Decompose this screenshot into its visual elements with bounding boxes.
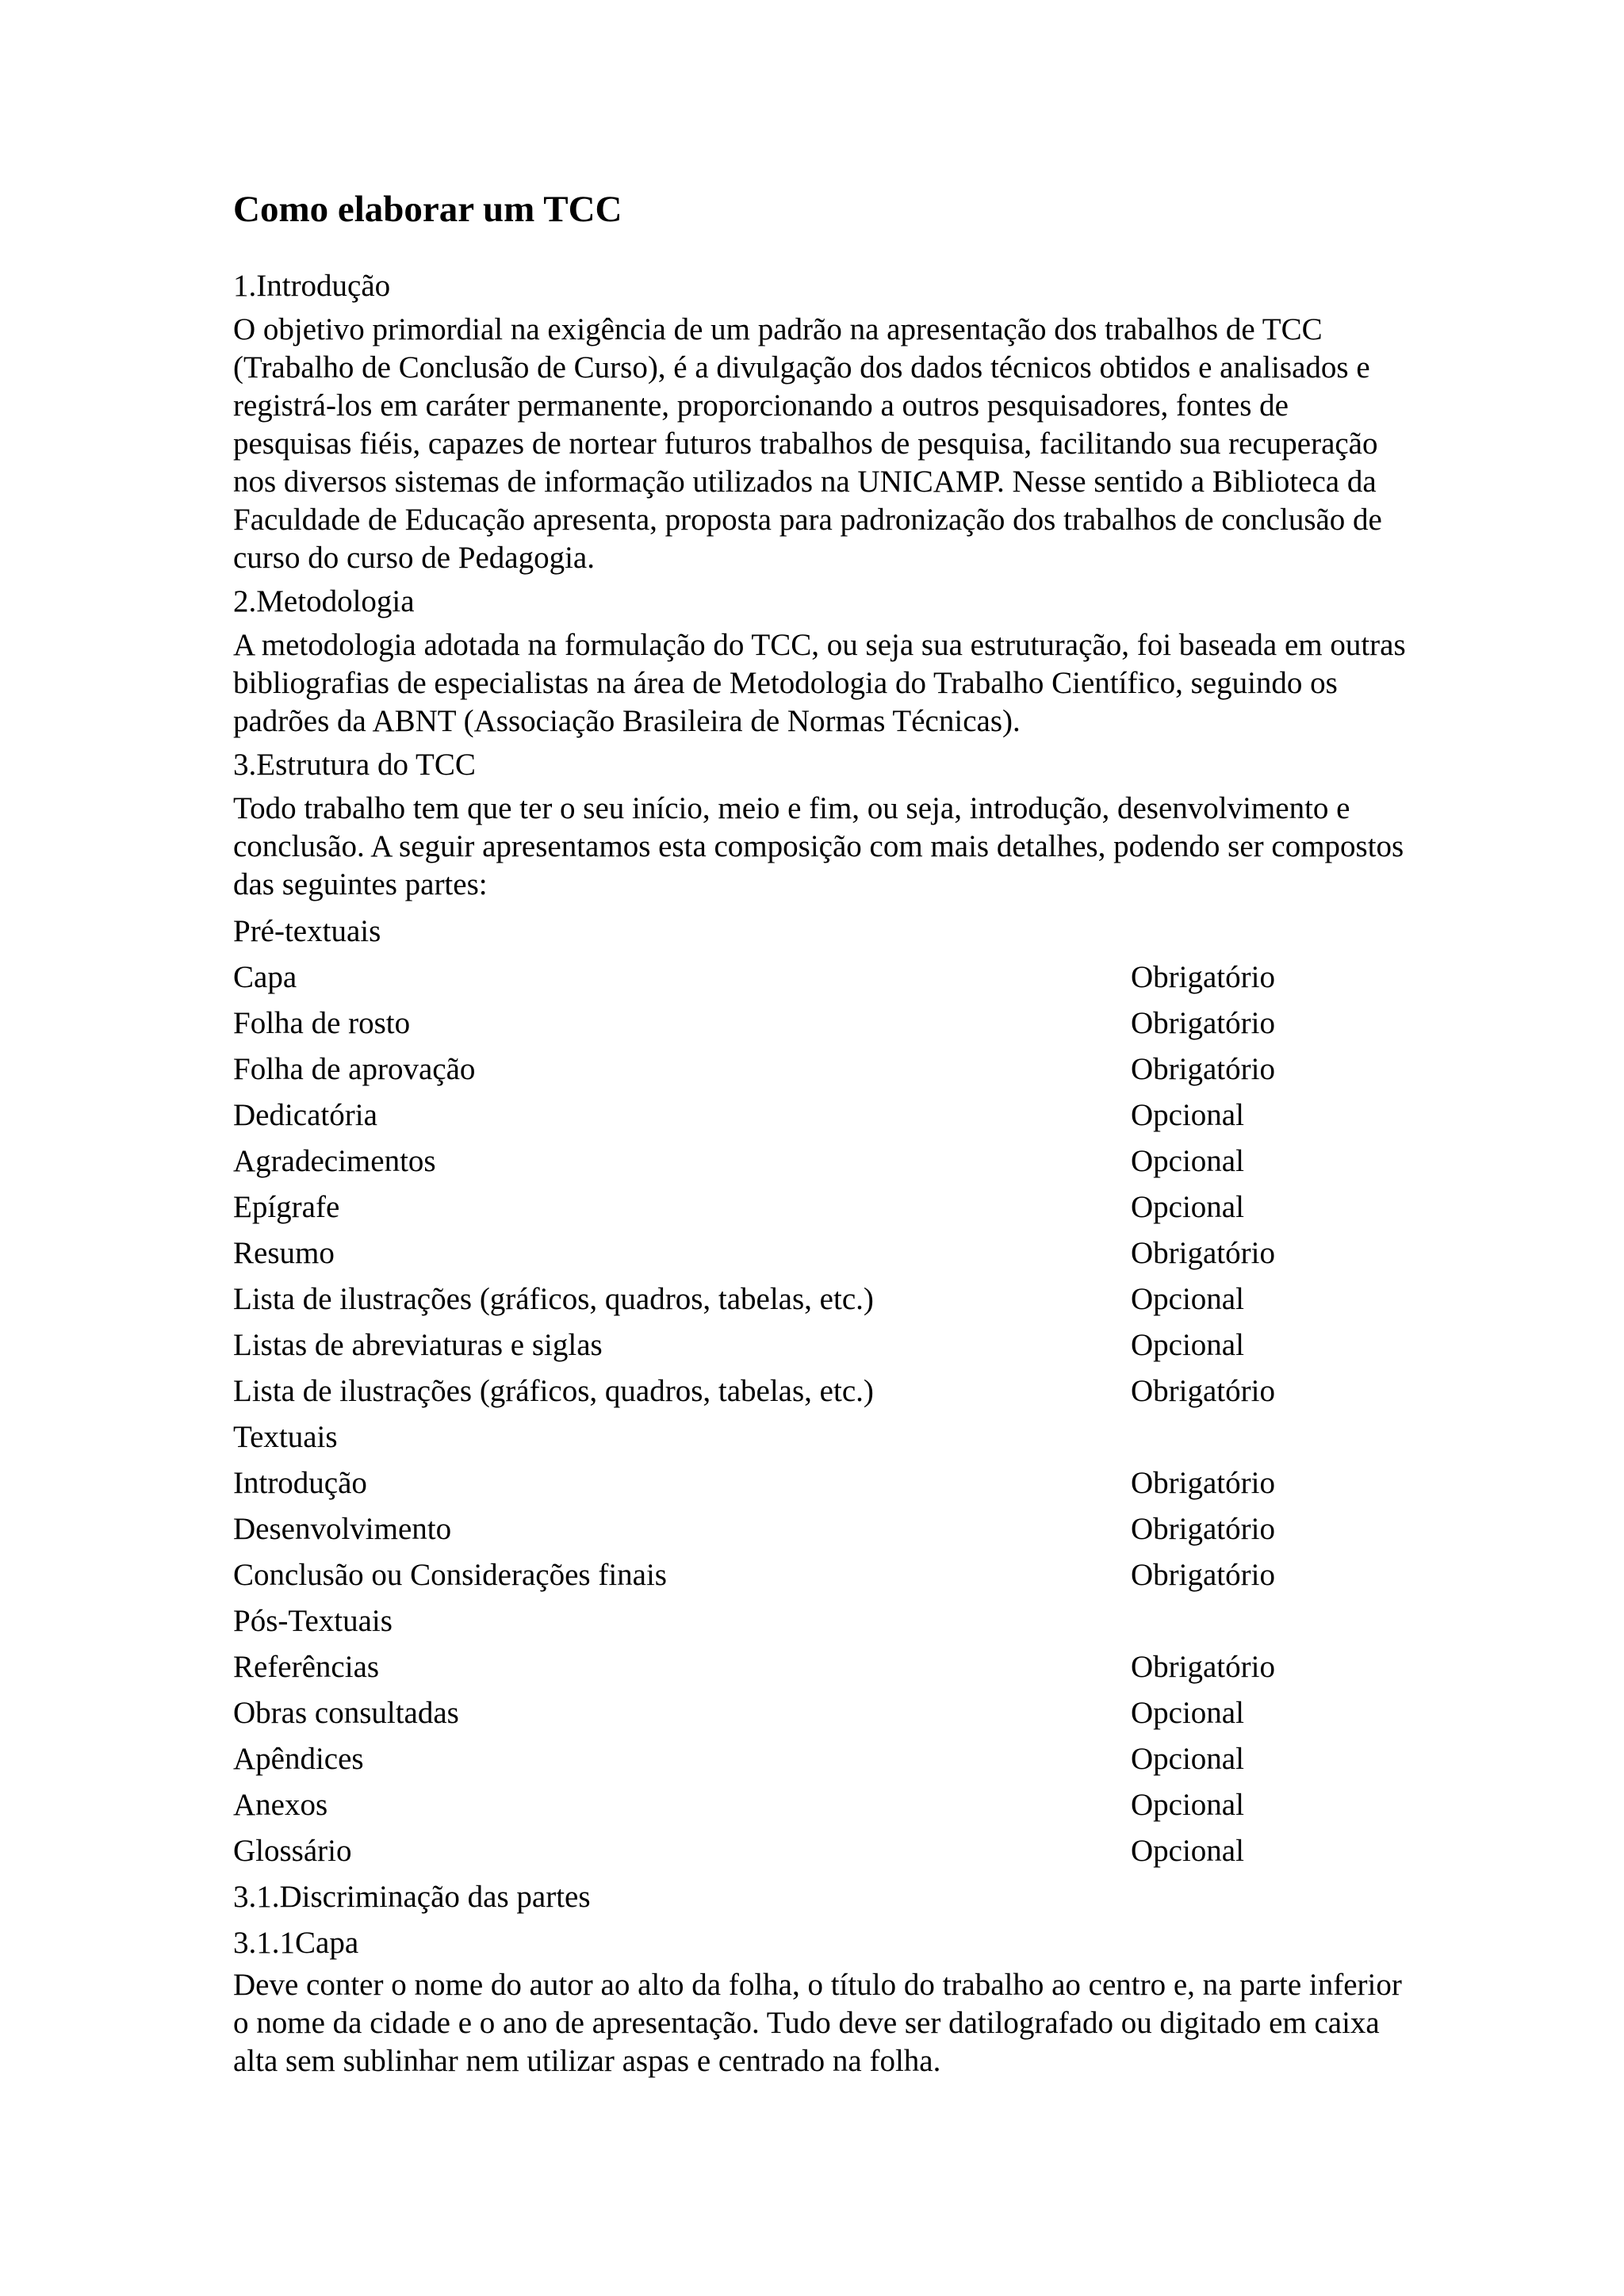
structure-row: [233, 955, 1415, 1001]
group-label-pos-textuais: Pós-Textuais: [233, 1604, 393, 1638]
structure-row: [233, 1506, 1415, 1552]
section-heading: 3.Estrutura do TCC: [233, 748, 476, 782]
structure-item-status: Opcional: [1131, 1328, 1244, 1362]
structure-item-name: Listas de abreviaturas e siglas: [233, 1328, 603, 1362]
document-page: [233, 187, 1415, 2085]
structure-item-name: Glossário: [233, 1834, 352, 1868]
structure-row: [233, 1047, 1415, 1093]
structure-item-status: Obrigatório: [1131, 1466, 1275, 1500]
structure-item-name: Capa: [233, 960, 297, 994]
structure-item-name: Resumo: [233, 1236, 335, 1270]
structure-item-name: Obras consultadas: [233, 1696, 459, 1730]
structure-item-name: Referências: [233, 1650, 380, 1684]
structure-item-status: Opcional: [1131, 1098, 1244, 1132]
structure-item-status: Opcional: [1131, 1788, 1244, 1822]
structure-row: [233, 1230, 1415, 1276]
section-paragraph: Todo trabalho tem que ter o seu início, meio e fim, ou seja, introdução, desenvolvimento e conclusão. A seguir apresentamos esta composição com mais detalhes, podendo ser compostos das seguintes partes:: [233, 791, 1404, 901]
structure-item-name: Conclusão ou Considerações finais: [233, 1558, 667, 1592]
structure-row: [233, 1276, 1415, 1322]
group-label-pre-textuais: Pré-textuais: [233, 914, 381, 948]
structure-row: [233, 1460, 1415, 1506]
structure-row: [233, 1552, 1415, 1598]
subsection-heading: 3.1.Discriminação das partes: [233, 1880, 591, 1914]
group-label-textuais: Textuais: [233, 1420, 338, 1454]
structure-item-status: Opcional: [1131, 1834, 1244, 1868]
subsection-paragraph: Deve conter o nome do autor ao alto da folha, o título do trabalho ao centro e, na parte inferior o nome da cidade e o ano de apresentação. Tudo deve ser datilografado ou digitado em caixa alta sem sublinhar nem utilizar aspas e centrado na folha.: [233, 1968, 1402, 2078]
group-pos-textuais: [233, 1644, 1415, 1874]
structure-row: [233, 1690, 1415, 1736]
structure-row: [233, 1828, 1415, 1874]
structure-item-status: Obrigatório: [1131, 1650, 1275, 1684]
structure-item-name: Agradecimentos: [233, 1144, 436, 1178]
section-paragraph: A metodologia adotada na formulação do TCC, ou seja sua estruturação, foi baseada em outras bibliografias de especialistas na área de Metodologia do Trabalho Científico, seguindo os padrões da ABNT (Associação Brasileira de Normas Técnicas).: [233, 628, 1406, 738]
structure-item-name: Folha de aprovação: [233, 1052, 476, 1086]
structure-item-name: Dedicatória: [233, 1098, 377, 1132]
subsection-heading-capa: 3.1.1Capa: [233, 1926, 359, 1960]
structure-item-status: Opcional: [1131, 1696, 1244, 1730]
structure-item-status: Opcional: [1131, 1282, 1244, 1316]
group-pre-textuais: [233, 955, 1415, 1414]
section-heading: 1.Introdução: [233, 269, 391, 303]
structure-row: [233, 1782, 1415, 1828]
structure-item-status: Opcional: [1131, 1742, 1244, 1776]
structure-row: [233, 1001, 1415, 1047]
structure-item-status: Obrigatório: [1131, 960, 1275, 994]
structure-item-name: Introdução: [233, 1466, 367, 1500]
structure-item-name: Apêndices: [233, 1742, 364, 1776]
structure-item-name: Anexos: [233, 1788, 328, 1822]
structure-item-status: Obrigatório: [1131, 1512, 1275, 1546]
structure-item-status: Obrigatório: [1131, 1374, 1275, 1408]
structure-item-name: Lista de ilustrações (gráficos, quadros, tabelas, etc.): [233, 1374, 874, 1408]
section-metodologia: [233, 582, 1415, 740]
structure-row: [233, 1138, 1415, 1184]
structure-item-name: Desenvolvimento: [233, 1512, 452, 1546]
structure-row: [233, 1093, 1415, 1138]
structure-row: [233, 1184, 1415, 1230]
structure-row: [233, 1368, 1415, 1414]
section-discriminacao: [233, 1874, 1415, 2080]
section-heading: 2.Metodologia: [233, 584, 415, 618]
group-textuais: [233, 1460, 1415, 1598]
structure-item-status: Obrigatório: [1131, 1052, 1275, 1086]
structure-item-status: Obrigatório: [1131, 1006, 1275, 1040]
section-introducao: [233, 266, 1415, 577]
structure-item-status: Opcional: [1131, 1190, 1244, 1224]
document-title: Como elaborar um TCC: [233, 189, 622, 230]
structure-item-name: Epígrafe: [233, 1190, 340, 1224]
section-estrutura: [233, 745, 1415, 904]
structure-item-name: Lista de ilustrações (gráficos, quadros, tabelas, etc.): [233, 1282, 874, 1316]
structure-item-status: Opcional: [1131, 1144, 1244, 1178]
structure-list: [233, 909, 1415, 1874]
structure-row: [233, 1736, 1415, 1782]
section-paragraph: O objetivo primordial na exigência de um padrão na apresentação dos trabalhos de TCC (Trabalho de Conclusão de Curso), é a divulgação dos dados técnicos obtidos e analisados e registrá-los em caráter permanente, proporcionando a outros pesquisadores, fontes de pesquisas fiéis, capazes de nortear futuros trabalhos de pesquisa, facilitando sua recuperação nos diversos sistemas de informação utilizados na UNICAMP. Nesse sentido a Biblioteca da Faculdade de Educação apresenta, proposta para padronização dos trabalhos de conclusão de curso do curso de Pedagogia.: [233, 312, 1382, 575]
structure-item-name: Folha de rosto: [233, 1006, 411, 1040]
structure-item-status: Obrigatório: [1131, 1558, 1275, 1592]
structure-row: [233, 1644, 1415, 1690]
structure-item-status: Obrigatório: [1131, 1236, 1275, 1270]
structure-row: [233, 1322, 1415, 1368]
